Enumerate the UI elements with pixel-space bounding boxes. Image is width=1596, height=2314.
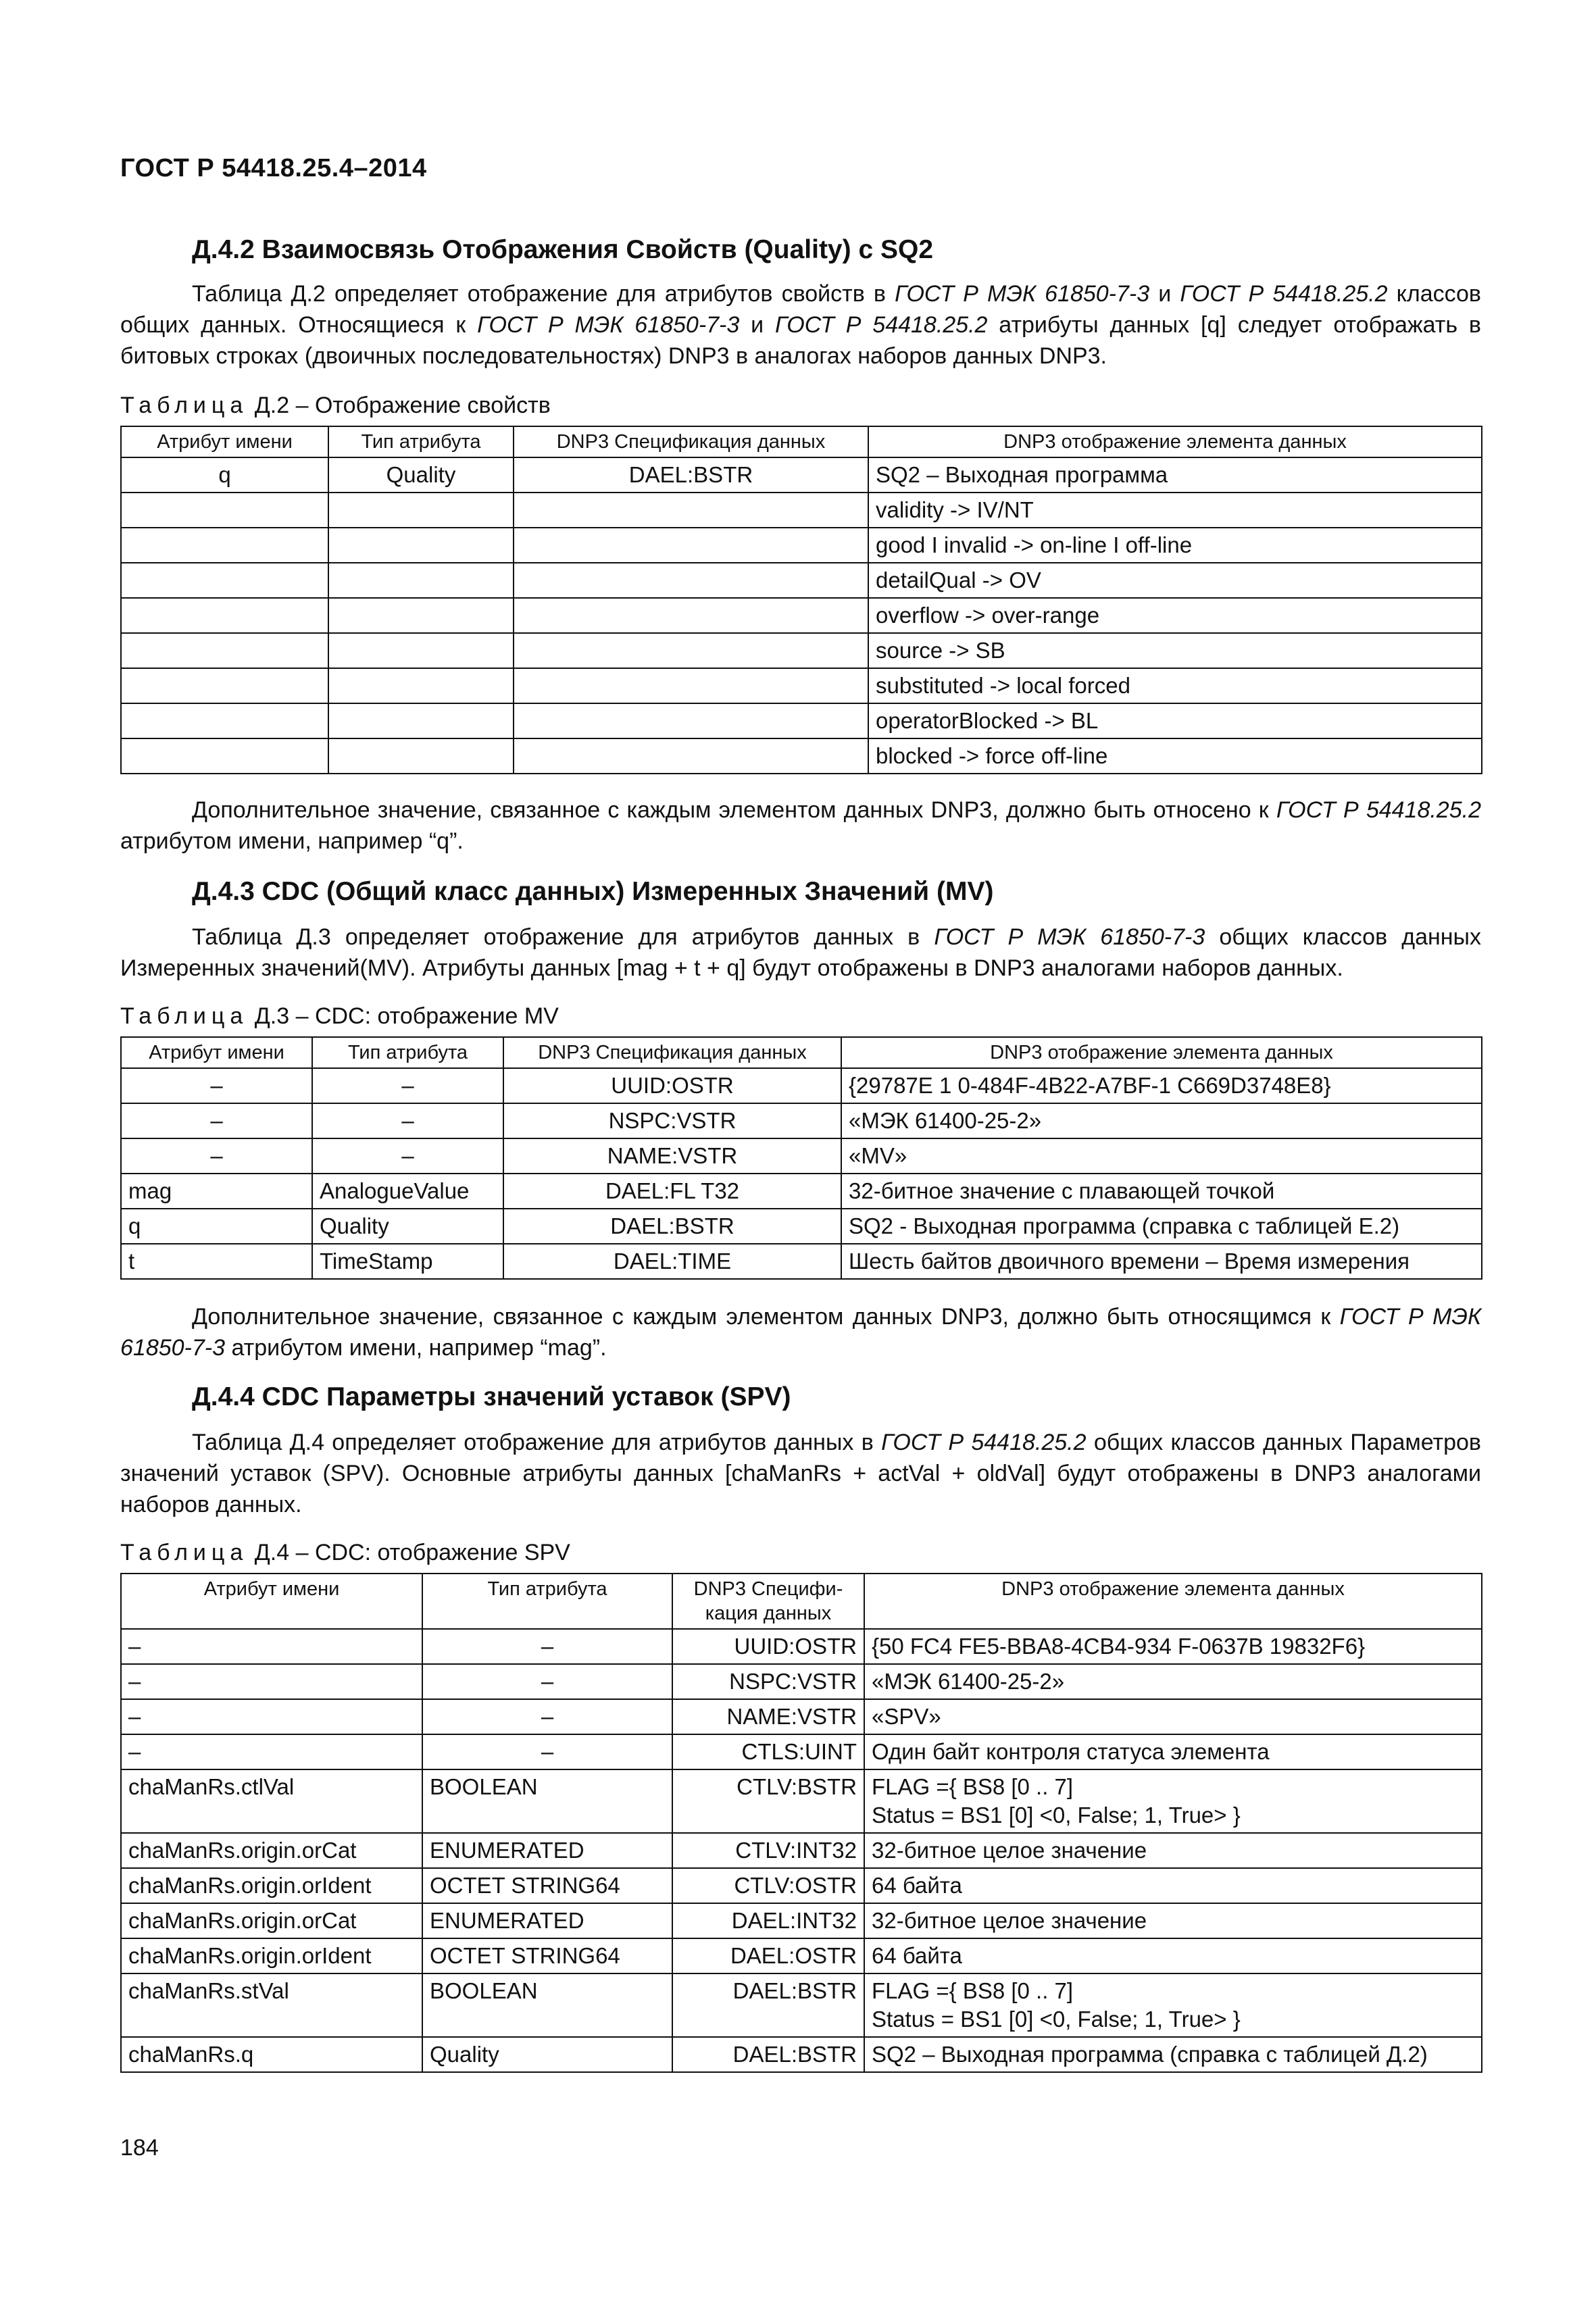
- table-cell: OCTET STRING64: [422, 1938, 672, 1973]
- table-cell: «МЭК 61400-25-2»: [864, 1664, 1482, 1699]
- column-header: Атрибут имени: [121, 426, 328, 457]
- table-cell: [121, 633, 328, 668]
- table-d3: [120, 1036, 1482, 1280]
- column-header: DNP3 отображение элемента данных: [864, 1574, 1482, 1629]
- caption-word: Таблица: [120, 1003, 249, 1029]
- table-row: [121, 1868, 1482, 1903]
- text-run: атрибутом имени, например “q”.: [120, 828, 464, 854]
- table-cell: Один байт контроля статуса элемента: [864, 1734, 1482, 1769]
- table-cell: [514, 563, 868, 598]
- table-cell: OCTET STRING64: [422, 1868, 672, 1903]
- table-cell: 32-битное целое значение: [864, 1833, 1482, 1868]
- table-cell: SQ2 – Выходная программа (справка с таблицей Д.2): [864, 2037, 1482, 2072]
- table-cell: –: [121, 1103, 312, 1138]
- table-row: [121, 1769, 1482, 1833]
- column-header: DNP3 отображение элемента данных: [841, 1037, 1482, 1068]
- table-row: [121, 1629, 1482, 1664]
- table-cell: [328, 528, 514, 563]
- table-cell: DAEL:BSTR: [672, 1973, 864, 2037]
- table-cell: [121, 528, 328, 563]
- column-header: Тип атрибута: [312, 1037, 503, 1068]
- table-cell: chaManRs.origin.orIdent: [121, 1938, 422, 1973]
- table-cell: ENUMERATED: [422, 1833, 672, 1868]
- table-cell: [514, 493, 868, 528]
- column-header: Атрибут имени: [121, 1574, 422, 1629]
- table-cell: [514, 738, 868, 774]
- table-row: [121, 738, 1482, 774]
- column-header: DNP3 отображение элемента данных: [868, 426, 1482, 457]
- table-cell: {50 FC4 FE5-BBA8-4CB4-934 F-0637B 19832F6}: [864, 1629, 1482, 1664]
- table-cell: CTLV:BSTR: [672, 1769, 864, 1833]
- table-row: [121, 528, 1482, 563]
- table-cell: chaManRs.q: [121, 2037, 422, 2072]
- table-row: [121, 1973, 1482, 2037]
- table-cell: UUID:OSTR: [503, 1068, 841, 1103]
- caption-text: Д.3 – CDC: отображение MV: [248, 1003, 559, 1029]
- text-run: и: [739, 312, 775, 338]
- table-cell: BOOLEAN: [422, 1769, 672, 1833]
- table-cell: SQ2 – Выходная программа: [868, 457, 1482, 493]
- table-row: [121, 1699, 1482, 1734]
- table-cell: [328, 668, 514, 703]
- table-cell: good I invalid -> on-line I off-line: [868, 528, 1482, 563]
- table-cell: [121, 493, 328, 528]
- table-row: [121, 703, 1482, 738]
- table-cell: UUID:OSTR: [672, 1629, 864, 1664]
- table-cell: TimeStamp: [312, 1244, 503, 1279]
- section-title: Д.4.3 CDC (Общий класс данных) Измеренных Значений (MV): [192, 877, 994, 906]
- standard-reference: ГОСТ Р МЭК 61850-7-3: [934, 924, 1205, 950]
- table-row: [121, 1068, 1482, 1103]
- table-cell: overflow -> over-range: [868, 598, 1482, 633]
- table-cell: [328, 738, 514, 774]
- table-cell: Quality: [312, 1209, 503, 1244]
- table-cell: –: [422, 1734, 672, 1769]
- table-cell: [328, 598, 514, 633]
- caption-text: Д.4 – CDC: отображение SPV: [248, 1540, 570, 1565]
- table-cell: NSPC:VSTR: [672, 1664, 864, 1699]
- table-cell: 32-битное целое значение: [864, 1903, 1482, 1938]
- table-cell: chaManRs.ctlVal: [121, 1769, 422, 1833]
- text-run: атрибутом имени, например “mag”.: [225, 1335, 607, 1361]
- table-cell: {29787E 1 0-484F-4B22-A7BF-1 C669D3748E8}: [841, 1068, 1482, 1103]
- table-cell: DAEL:FL T32: [503, 1174, 841, 1209]
- table-cell: Шесть байтов двоичного времени – Время измерения: [841, 1244, 1482, 1279]
- table-row: [121, 633, 1482, 668]
- table-cell: [121, 703, 328, 738]
- table-cell: Quality: [328, 457, 514, 493]
- table-cell: [121, 563, 328, 598]
- table-header-row: [121, 1574, 1482, 1629]
- section-title: Д.4.4 CDC Параметры значений уставок (SPV): [192, 1382, 791, 1411]
- table-cell: [328, 703, 514, 738]
- table-cell: FLAG ={ BS8 [0 .. 7] Status = BS1 [0] <0, False; 1, True> }: [864, 1973, 1482, 2037]
- section-intro: [120, 278, 1481, 372]
- column-header: DNP3 Специфи- кация данных: [672, 1574, 864, 1629]
- table-cell: SQ2 - Выходная программа (справка с таблицей Е.2): [841, 1209, 1482, 1244]
- table-row: [121, 1138, 1482, 1174]
- table-caption: [120, 391, 1481, 420]
- section-d43-after-block: [120, 1301, 1481, 1363]
- column-header: Тип атрибута: [422, 1574, 672, 1629]
- column-header: DNP3 Спецификация данных: [503, 1037, 841, 1068]
- table-cell: DAEL:INT32: [672, 1903, 864, 1938]
- table-d2: [120, 426, 1482, 774]
- table-cell: q: [121, 457, 328, 493]
- table-cell: DAEL:BSTR: [514, 457, 868, 493]
- section-d44-intro-block: [120, 1427, 1481, 1520]
- table-cell: –: [121, 1068, 312, 1103]
- section-note: [120, 1301, 1481, 1363]
- table-cell: source -> SB: [868, 633, 1482, 668]
- table-cell: –: [121, 1734, 422, 1769]
- table-row: [121, 1209, 1482, 1244]
- table-cell: BOOLEAN: [422, 1973, 672, 2037]
- text-run: общих классов данных Измеренных значений(MV). Атрибуты данных [mag + t + q] будут отображены в DNP3 аналогами наборов данных.: [120, 924, 1481, 981]
- table-cell: –: [121, 1629, 422, 1664]
- table-cell: 32-битное значение с плавающей точкой: [841, 1174, 1482, 1209]
- table-cell: NAME:VSTR: [672, 1699, 864, 1734]
- table-cell: –: [312, 1138, 503, 1174]
- table-cell: –: [422, 1629, 672, 1664]
- text-run: Таблица Д.4 определяет отображение для атрибутов данных в: [192, 1430, 882, 1455]
- column-header: DNP3 Спецификация данных: [514, 426, 868, 457]
- section-d42: [120, 235, 1481, 265]
- table-d4-wrap: [120, 1573, 1481, 2073]
- table-caption: [120, 1001, 1481, 1031]
- table-cell: NSPC:VSTR: [503, 1103, 841, 1138]
- caption-text: Д.2 – Отображение свойств: [248, 393, 551, 418]
- table-row: [121, 493, 1482, 528]
- table-cell: –: [121, 1664, 422, 1699]
- section-d42-intro-block: [120, 278, 1481, 372]
- section-intro: [120, 1427, 1481, 1520]
- table-cell: chaManRs.origin.orCat: [121, 1903, 422, 1938]
- table-row: [121, 668, 1482, 703]
- table-cell: ENUMERATED: [422, 1903, 672, 1938]
- table-cell: CTLV:OSTR: [672, 1868, 864, 1903]
- table-cell: DAEL:BSTR: [503, 1209, 841, 1244]
- table-cell: –: [312, 1103, 503, 1138]
- table-row: [121, 1938, 1482, 1973]
- text-run: Дополнительное значение, связанное с каждым элементом данных DNP3, должно быть относящимся к: [192, 1304, 1340, 1330]
- section-d43-intro-block: [120, 922, 1481, 984]
- table-cell: DAEL:OSTR: [672, 1938, 864, 1973]
- table-header-row: [121, 426, 1482, 457]
- section-note: [120, 795, 1481, 857]
- column-header: Тип атрибута: [328, 426, 514, 457]
- table-cell: [121, 738, 328, 774]
- table-cell: [514, 633, 868, 668]
- column-header: Атрибут имени: [121, 1037, 312, 1068]
- table-cell: –: [121, 1138, 312, 1174]
- table-cell: «МЭК 61400-25-2»: [841, 1103, 1482, 1138]
- table-row: [121, 563, 1482, 598]
- table-cell: 64 байта: [864, 1868, 1482, 1903]
- text-run: Таблица Д.2 определяет отображение для атрибутов свойств в: [192, 281, 895, 307]
- standard-reference: ГОСТ Р 54418.25.2: [774, 312, 988, 338]
- standard-reference: ГОСТ Р МЭК 61850-7-3: [477, 312, 740, 338]
- table-caption: [120, 1538, 1481, 1567]
- table-cell: chaManRs.stVal: [121, 1973, 422, 2037]
- table-cell: blocked -> force off-line: [868, 738, 1482, 774]
- table-cell: [514, 598, 868, 633]
- caption-word: Таблица: [120, 393, 249, 418]
- standard-reference: ГОСТ Р 54418.25.2: [1276, 797, 1481, 823]
- table-cell: operatorBlocked -> BL: [868, 703, 1482, 738]
- table-cell: CTLS:UINT: [672, 1734, 864, 1769]
- text-run: Таблица Д.3 определяет отображение для атрибутов данных в: [192, 924, 934, 950]
- section-intro: [120, 922, 1481, 984]
- table-cell: chaManRs.origin.orIdent: [121, 1868, 422, 1903]
- document-header: ГОСТ Р 54418.25.4–2014: [120, 154, 427, 182]
- table-cell: t: [121, 1244, 312, 1279]
- standard-reference: ГОСТ Р МЭК 61850-7-3: [120, 1304, 1482, 1361]
- table-cell: –: [422, 1664, 672, 1699]
- table-cell: –: [121, 1699, 422, 1734]
- table-cell: detailQual -> OV: [868, 563, 1482, 598]
- table-cell: [514, 703, 868, 738]
- section-title: Д.4.2 Взаимосвязь Отображения Свойств (Quality) с SQ2: [192, 235, 934, 264]
- table-row: [121, 1833, 1482, 1868]
- table-row: [121, 1103, 1482, 1138]
- table-cell: –: [312, 1068, 503, 1103]
- table-cell: chaManRs.origin.orCat: [121, 1833, 422, 1868]
- table-cell: [328, 633, 514, 668]
- section-d44: [120, 1382, 1481, 1412]
- table-cell: substituted -> local forced: [868, 668, 1482, 703]
- table-header-row: [121, 1037, 1482, 1068]
- table-cell: mag: [121, 1174, 312, 1209]
- table-cell: –: [422, 1699, 672, 1734]
- table-row: [121, 2037, 1482, 2072]
- table-cell: [121, 598, 328, 633]
- page-number: 184: [120, 2135, 159, 2161]
- table-row: [121, 1903, 1482, 1938]
- table-cell: [121, 668, 328, 703]
- table-cell: [328, 493, 514, 528]
- table-cell: CTLV:INT32: [672, 1833, 864, 1868]
- table-cell: [514, 528, 868, 563]
- text-run: и: [1149, 281, 1180, 307]
- table-row: [121, 598, 1482, 633]
- section-d42-after-block: [120, 795, 1481, 857]
- text-run: общих классов данных Параметров значений уставок (SPV). Основные атрибуты данных [chaManRs + actVal + oldVal] будут отображены в DNP3 аналогами наборов данных.: [120, 1430, 1481, 1517]
- table-cell: [328, 563, 514, 598]
- table-cell: q: [121, 1209, 312, 1244]
- standard-reference: ГОСТ Р МЭК 61850-7-3: [895, 281, 1150, 307]
- table-cell: [514, 668, 868, 703]
- table-d4: [120, 1573, 1482, 2073]
- text-run: классов общих данных. Относящиеся к: [120, 281, 1481, 338]
- table-cell: DAEL:TIME: [503, 1244, 841, 1279]
- table-d3-wrap: [120, 1036, 1481, 1280]
- standard-reference: ГОСТ Р 54418.25.2: [881, 1430, 1087, 1455]
- table-row: [121, 1244, 1482, 1279]
- text-run: атрибуты данных [q] следует отображать в битовых строках (двоичных последовательностях) DNP3 в аналогах наборов данных DNP3.: [120, 312, 1481, 369]
- table-row: [121, 1174, 1482, 1209]
- table-cell: validity -> IV/NT: [868, 493, 1482, 528]
- table-cell: FLAG ={ BS8 [0 .. 7] Status = BS1 [0] <0, False; 1, True> }: [864, 1769, 1482, 1833]
- caption-word: Таблица: [120, 1540, 249, 1565]
- table-cell: AnalogueValue: [312, 1174, 503, 1209]
- table-cell: «MV»: [841, 1138, 1482, 1174]
- table-row: [121, 457, 1482, 493]
- table-cell: 64 байта: [864, 1938, 1482, 1973]
- table-row: [121, 1664, 1482, 1699]
- text-run: Дополнительное значение, связанное с каждым элементом данных DNP3, должно быть относено к: [192, 797, 1276, 823]
- table-cell: DAEL:BSTR: [672, 2037, 864, 2072]
- table-cell: «SPV»: [864, 1699, 1482, 1734]
- standard-reference: ГОСТ Р 54418.25.2: [1180, 281, 1388, 307]
- table-cell: Quality: [422, 2037, 672, 2072]
- table-d2-wrap: [120, 426, 1481, 774]
- section-d43: [120, 877, 1481, 907]
- table-row: [121, 1734, 1482, 1769]
- table-cell: NAME:VSTR: [503, 1138, 841, 1174]
